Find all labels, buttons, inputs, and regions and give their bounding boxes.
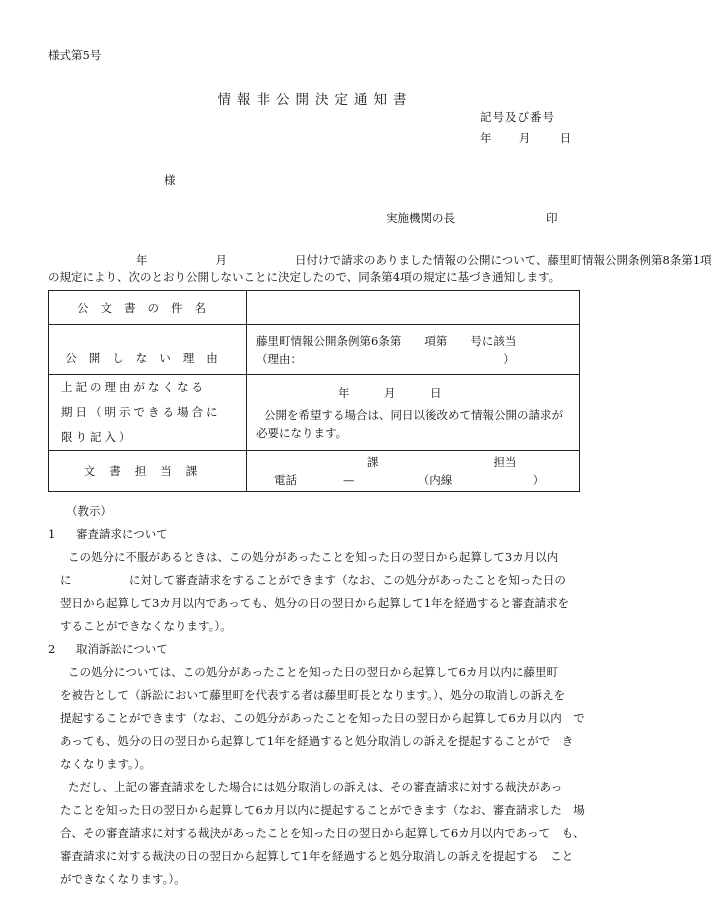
expiry-label-line-2: 期日（明示できる場合に	[61, 405, 221, 419]
subject-label: 公文書の件名	[49, 291, 247, 325]
expiry-label	[49, 375, 247, 451]
reason-value	[247, 325, 580, 375]
section-2-line: を被告として（訴訟において藤里町を代表する者は藤里町長となります。）、処分の取消しの訴えを	[60, 688, 566, 702]
section-2-line: なくなります。）。	[60, 757, 152, 771]
expiry-value	[247, 375, 580, 451]
section-2b-line: 合、その審査請求に対する裁決があったことを知った日の翌日から起算して6カ月以内であって も、	[60, 826, 585, 840]
addressee-suffix: 様	[164, 173, 176, 187]
department-line-2: 電話 — （内線 ）	[274, 473, 545, 487]
reason-line-2: （理由： ）	[256, 351, 515, 366]
issue-date	[480, 133, 571, 145]
section-1-line: この処分に不服があるときは、この処分があったことを知った日の翌日から起算して3カ月以内	[68, 550, 559, 564]
table-row-reason	[49, 325, 580, 375]
department-value	[247, 451, 580, 492]
section-2-title	[48, 638, 593, 661]
form-number: 様式第5号	[48, 48, 102, 62]
issue-date-month: 月	[518, 131, 531, 145]
section-1-title-text: 審査請求について	[76, 527, 168, 541]
seal-mark: 印	[546, 211, 558, 225]
department-line-1: 課 担当	[367, 455, 517, 469]
intro-line1: 日付けで請求のありました情報の公開について、藤里町情報公開条例第8条第1項	[295, 253, 712, 267]
subject-value	[247, 291, 580, 325]
expiry-note-line-2: 必要になります。	[256, 425, 348, 440]
table-row-department	[49, 451, 580, 492]
section-2b-line: 審査請求に対する裁決の日の翌日から起算して1年を経過すると処分取消しの訴えを提起する こと	[60, 849, 574, 863]
section-2-number: 2	[48, 642, 56, 656]
reason-label: 公開しない理由	[49, 325, 247, 375]
issuer-title: 実施機関の長	[386, 211, 455, 225]
section-2b-line: ただし、上記の審査請求をした場合には処分取消しの訴えは、その審査請求に対する裁決があっ	[68, 780, 563, 794]
section-2b-line: ができなくなります。）。	[60, 872, 186, 886]
decision-table	[48, 290, 580, 492]
intro-year: 年	[136, 253, 148, 267]
section-2-title-text: 取消訴訟について	[76, 642, 168, 656]
intro-month: 月	[215, 253, 227, 267]
section-1-title	[48, 523, 593, 546]
section-1-number: 1	[48, 527, 56, 541]
expiry-note-line-1: 公開を希望する場合は、同日以後改めて情報公開の請求が	[264, 407, 563, 422]
department-label: 文書担当課	[49, 451, 247, 492]
intro-line2: の規定により、次のとおり公開しないことに決定したので、同条第4項の規定に基づき通知します。	[48, 270, 561, 284]
page-title: 情報非公開決定通知書	[217, 92, 413, 108]
table-row-subject	[49, 291, 580, 325]
intro-paragraph	[48, 252, 712, 286]
section-2b-line: たことを知った日の翌日から起算して6カ月以内に提起することができます（なお、審査請求した 場	[60, 803, 585, 817]
instructions	[48, 503, 593, 891]
section-1-line: 翌日から起算して3カ月以内であっても、処分の日の翌日から起算して1年を経過すると審査請求を	[60, 596, 570, 610]
issue-date-day: 日	[559, 131, 572, 145]
section-2-line: 提起することができます（なお、この処分があったことを知った日の翌日から起算して6カ月以内 で	[60, 711, 585, 725]
section-2-line: この処分については、この処分があったことを知った日の翌日から起算して6カ月以内に藤里町	[68, 665, 558, 679]
expiry-label-line-1: 上記の理由がなくなる	[61, 380, 206, 394]
issue-date-year: 年	[480, 131, 492, 145]
reason-line-1: 藤里町情報公開条例第6条第 項第 号に該当	[256, 333, 517, 348]
section-2-line: あっても、処分の日の翌日から起算して1年を経過すると処分取消しの訴えを提起することがで き	[60, 734, 574, 748]
expiry-label-line-3: 限り記入）	[61, 430, 134, 444]
table-row-expiry	[49, 375, 580, 451]
instructions-heading: （教示）	[66, 504, 112, 518]
section-1-line: することができなくなります。）。	[60, 619, 232, 633]
reference-number-label: 記号及び番号	[480, 110, 555, 124]
section-1-line: に に対して審査請求をすることができます（なお、この処分があったことを知った日の	[60, 573, 566, 587]
expiry-date: 年 月 日	[338, 385, 442, 400]
